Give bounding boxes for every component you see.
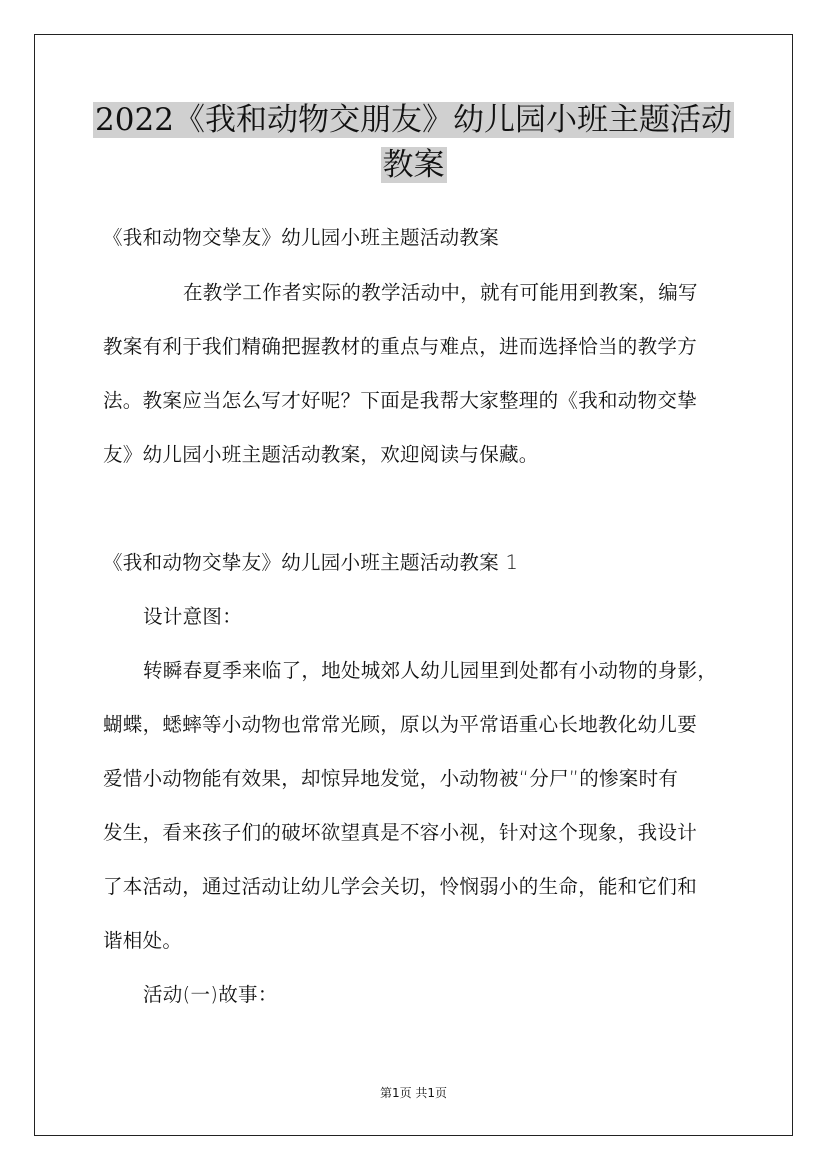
- subtitle: 《我和动物交挚友》幼儿园小班主题活动教案: [103, 226, 500, 249]
- paragraph-line: 谐相处。: [103, 929, 183, 952]
- page-footer: 第1页 共1页: [379, 1086, 448, 1100]
- intro-line: 在教学工作者实际的教学活动中，就有可能用到教案，编写: [183, 281, 698, 304]
- intro-line: 友》幼儿园小班主题活动教案，欢迎阅读与保藏。: [103, 443, 539, 466]
- paragraph-line: 爱惜小动物能有效果，却惊异地发觉，小动物被“分尸”的惨案时有: [103, 767, 679, 790]
- section-heading: 《我和动物交挚友》幼儿园小班主题活动教案 1: [103, 551, 519, 574]
- paragraph-line: 蝴蝶，蟋蟀等小动物也常常光顾，原以为平常语重心长地教化幼儿要: [103, 713, 698, 736]
- activity-label: 活动(一)故事：: [143, 983, 278, 1006]
- document-title-line-2: 教案: [382, 147, 445, 183]
- intro-line: 法。教案应当怎么写才好呢？下面是我帮大家整理的《我和动物交挚: [103, 389, 698, 412]
- design-intent-label: 设计意图：: [143, 605, 243, 628]
- intro-line: 教案有利于我们精确把握教材的重点与难点，进而选择恰当的教学方: [103, 335, 698, 358]
- paragraph-line: 转瞬春夏季来临了，地处城郊人幼儿园里到处都有小动物的身影，: [143, 659, 718, 682]
- page-border: [34, 34, 793, 1136]
- document-title-line-1: 2022《我和动物交朋友》幼儿园小班主题活动: [95, 102, 732, 138]
- paragraph-line: 了本活动，通过活动让幼儿学会关切，怜悯弱小的生命，能和它们和: [103, 875, 698, 898]
- paragraph-line: 发生，看来孩子们的破坏欲望真是不容小视，针对这个现象，我设计: [103, 821, 698, 844]
